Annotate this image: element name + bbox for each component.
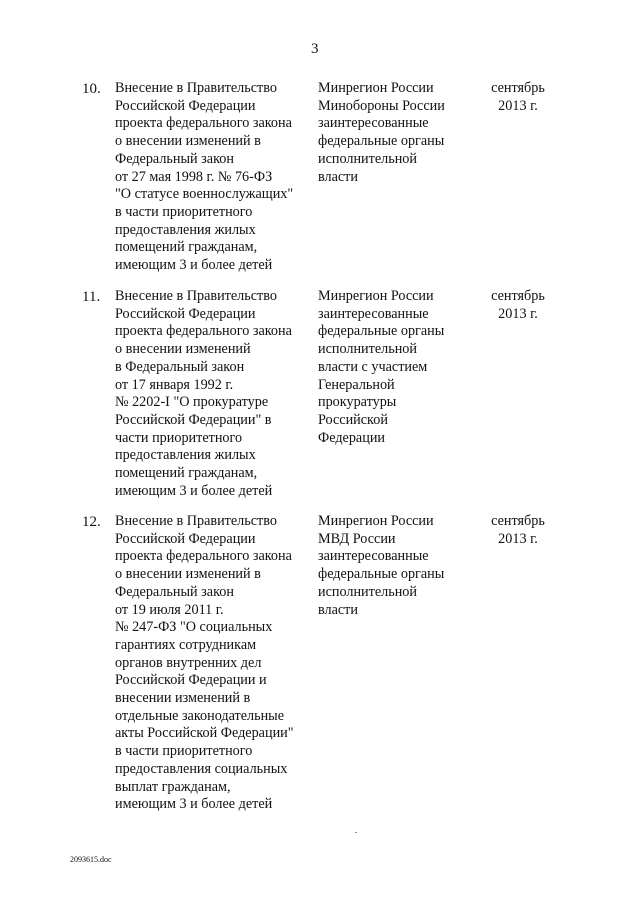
text-line: помещений гражданам,	[115, 465, 258, 482]
text-line: сентябрь	[491, 288, 545, 304]
text-line: власти	[318, 601, 358, 618]
text-line: от 19 июля 2011 г.	[115, 601, 224, 618]
row-description	[115, 513, 294, 814]
text-line: проекта федерального закона	[115, 115, 292, 132]
text-line: 2013 г.	[498, 530, 538, 547]
text-line: о внесении изменений в	[115, 133, 261, 150]
text-line: Генеральной	[318, 376, 395, 393]
row-number: 11.	[82, 289, 101, 305]
text-line: внесении изменений в	[115, 690, 251, 707]
document-code: 2093615.doc	[70, 855, 112, 864]
row-description	[115, 80, 293, 275]
text-line: исполнительной	[318, 341, 417, 358]
text-line: 2013 г.	[498, 97, 538, 114]
text-line: Минрегион России	[318, 288, 434, 304]
text-line: Внесение в Правительство	[115, 80, 277, 96]
text-line: от 17 января 1992 г.	[115, 376, 234, 393]
text-line: заинтересованные	[318, 115, 429, 132]
text-line: предоставления жилых	[115, 221, 256, 238]
row-deadline	[472, 288, 564, 323]
text-line: власти	[318, 168, 358, 185]
text-line: имеющим 3 и более детей	[115, 796, 273, 813]
row-deadline	[472, 513, 564, 548]
text-line: части приоритетного	[115, 429, 243, 446]
text-line: Российской Федерации" в	[115, 411, 272, 428]
text-line: Российской Федерации и	[115, 672, 267, 689]
text-line: Федерации	[318, 429, 386, 446]
row-responsible	[318, 80, 445, 186]
page-number: 3	[311, 41, 319, 57]
text-line: исполнительной	[318, 150, 417, 167]
text-line: помещений гражданам,	[115, 239, 258, 256]
text-line: заинтересованные	[318, 305, 429, 322]
text-line: Федеральный закон	[115, 583, 234, 600]
text-line: сентябрь	[491, 80, 545, 96]
text-line: предоставления социальных	[115, 760, 288, 777]
row-responsible	[318, 513, 444, 619]
text-line: в части приоритетного	[115, 743, 253, 760]
scan-mark	[355, 832, 357, 833]
text-line: сентябрь	[491, 513, 545, 529]
text-line: органов внутренних дел	[115, 654, 262, 671]
text-line: федеральные органы	[318, 133, 445, 150]
text-line: выплат гражданам,	[115, 778, 231, 795]
text-line: Российской Федерации	[115, 530, 256, 547]
text-line: о внесении изменений	[115, 341, 251, 358]
text-line: от 27 мая 1998 г. № 76-ФЗ	[115, 168, 273, 185]
text-line: проекта федерального закона	[115, 548, 292, 565]
text-line: Внесение в Правительство	[115, 513, 277, 529]
text-line: МВД России	[318, 530, 396, 547]
text-line: власти с участием	[318, 358, 428, 375]
text-line: Минрегион России	[318, 513, 434, 529]
text-line: отдельные законодательные	[115, 707, 285, 724]
text-line: Российской	[318, 411, 388, 428]
text-line: в части приоритетного	[115, 203, 253, 220]
text-line: Внесение в Правительство	[115, 288, 277, 304]
text-line: № 2202-I "О прокуратуре	[115, 394, 269, 411]
text-line: № 247-ФЗ "О социальных	[115, 619, 273, 636]
text-line: Российской Федерации	[115, 305, 256, 322]
text-line: 2013 г.	[498, 305, 538, 322]
text-line: Минрегион России	[318, 80, 434, 96]
text-line: предоставления жилых	[115, 447, 256, 464]
text-line: гарантиях сотрудникам	[115, 636, 257, 653]
text-line: "О статусе военнослужащих"	[115, 186, 294, 203]
text-line: о внесении изменений в	[115, 566, 261, 583]
text-line: имеющим 3 и более детей	[115, 482, 273, 499]
text-line: имеющим 3 и более детей	[115, 257, 273, 274]
row-responsible	[318, 288, 444, 447]
row-description	[115, 288, 292, 500]
text-line: в Федеральный закон	[115, 358, 245, 375]
text-line: Российской Федерации	[115, 97, 256, 114]
text-line: проекта федерального закона	[115, 323, 292, 340]
text-line: акты Российской Федерации"	[115, 725, 294, 742]
text-line: федеральные органы	[318, 323, 445, 340]
row-number: 12.	[82, 514, 101, 530]
text-line: исполнительной	[318, 583, 417, 600]
text-line: федеральные органы	[318, 566, 445, 583]
text-line: Минобороны России	[318, 97, 445, 114]
text-line: заинтересованные	[318, 548, 429, 565]
text-line: прокуратуры	[318, 394, 397, 411]
row-deadline	[472, 80, 564, 115]
row-number: 10.	[82, 81, 101, 97]
text-line: Федеральный закон	[115, 150, 234, 167]
